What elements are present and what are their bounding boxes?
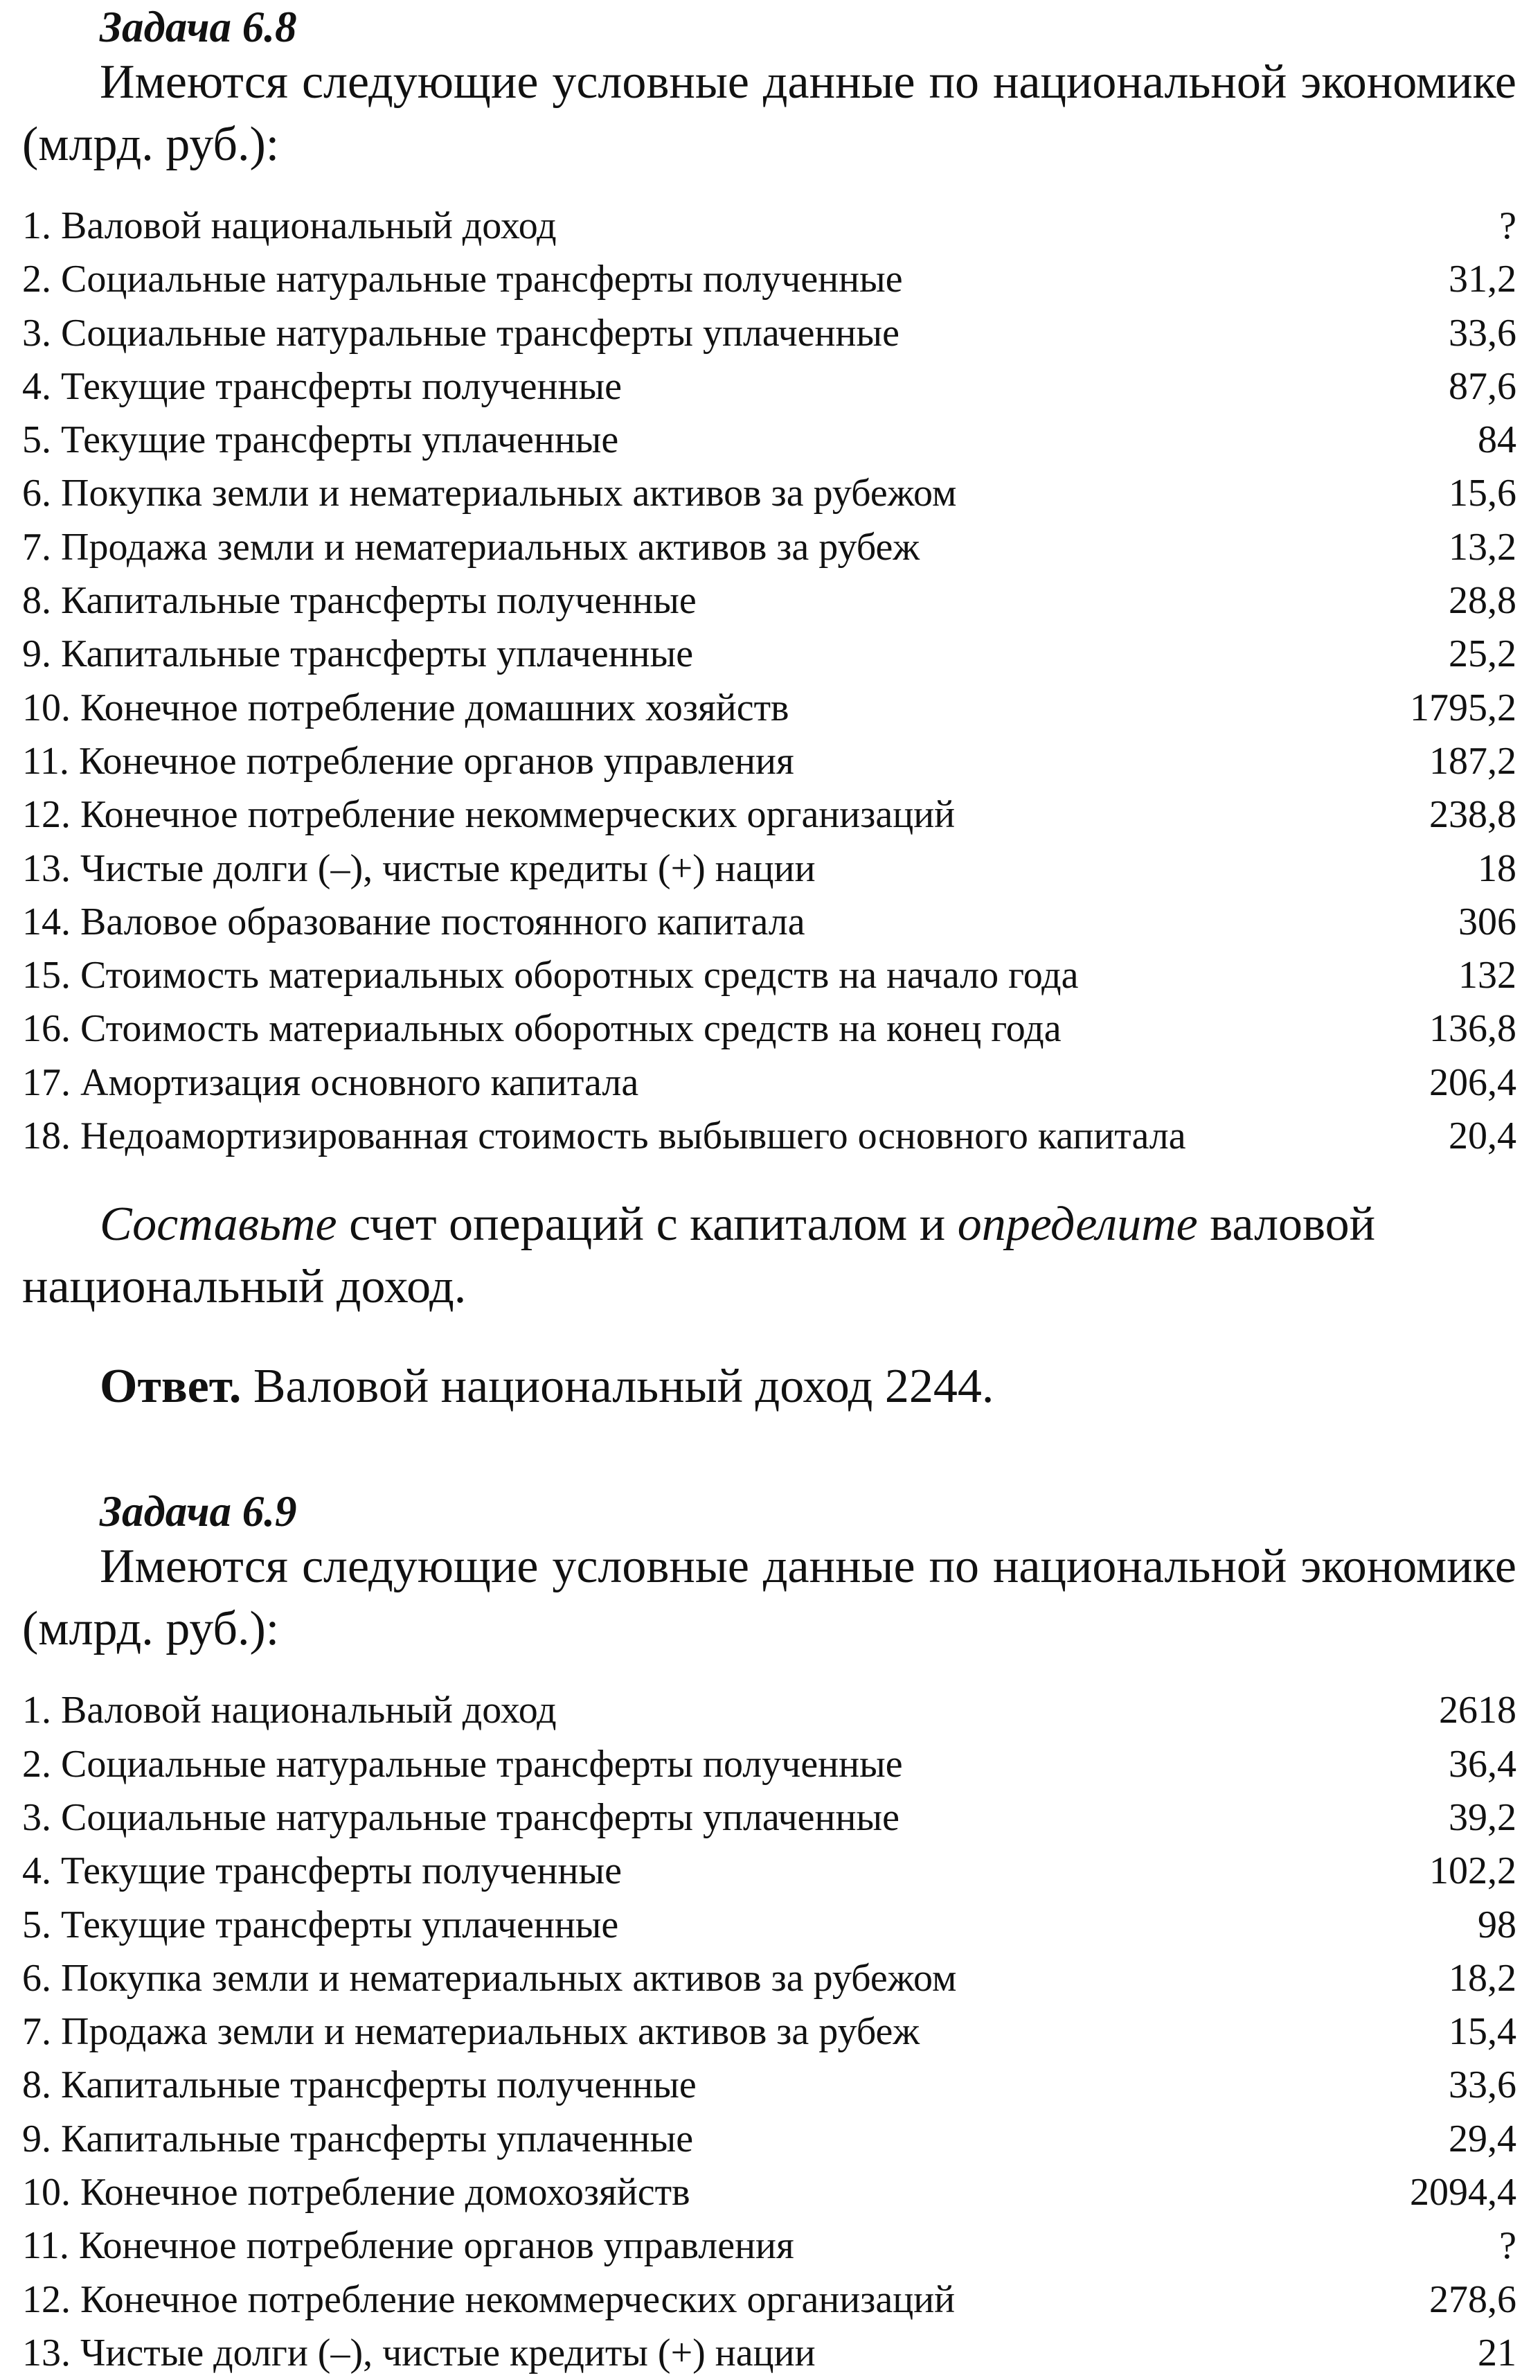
item-value: 33,6 bbox=[1449, 2063, 1516, 2107]
item-label: 10. Конечное потребление домохозяйств bbox=[22, 2171, 690, 2214]
item-label: 1. Валовой национальный доход bbox=[22, 1689, 557, 1732]
item-label: 13. Чистые долги (–), чистые кредиты (+) нации bbox=[22, 846, 816, 890]
item-label: 8. Капитальные трансферты полученные bbox=[22, 579, 697, 623]
task-6-8 bbox=[22, 0, 1516, 1418]
item-value: 102,2 bbox=[1429, 1849, 1516, 1893]
task-verb: Составьте bbox=[100, 1198, 337, 1252]
item-label: 3. Социальные натуральные трансферты уплаченные bbox=[22, 1795, 899, 1839]
item-label: 4. Текущие трансферты полученные bbox=[22, 364, 622, 408]
item-label: 3. Социальные натуральные трансферты уплаченные bbox=[22, 311, 899, 355]
item-label: 14. Валовое образование постоянного капитала bbox=[22, 900, 805, 943]
item-label: 2. Социальные натуральные трансферты полученные bbox=[22, 258, 903, 301]
task-text: счет операций с капиталом и bbox=[337, 1198, 958, 1252]
item-label: 7. Продажа земли и нематериальных активов за рубеж bbox=[22, 2010, 920, 2054]
answer bbox=[22, 1356, 1516, 1418]
list-item bbox=[22, 1684, 1516, 1737]
list-item bbox=[22, 1899, 1516, 1952]
list-item bbox=[22, 521, 1516, 574]
item-label: 11. Конечное потребление органов управления bbox=[22, 739, 794, 783]
list-item bbox=[22, 2059, 1516, 2112]
list-item bbox=[22, 735, 1516, 788]
list-item bbox=[22, 2273, 1516, 2327]
item-value: 238,8 bbox=[1429, 793, 1516, 837]
list-item bbox=[22, 628, 1516, 681]
item-label: 10. Конечное потребление домашних хозяйств bbox=[22, 686, 789, 729]
item-label: 6. Покупка земли и нематериальных активов за рубежом bbox=[22, 1956, 957, 2000]
task-intro: Имеются следующие условные данные по национальной экономике (млрд. руб.): bbox=[22, 55, 1516, 171]
list-item bbox=[22, 2005, 1516, 2059]
item-value: 1795,2 bbox=[1410, 686, 1516, 729]
item-label: 2. Социальные натуральные трансферты полученные bbox=[22, 1742, 903, 1786]
answer-label: Ответ. bbox=[100, 1360, 242, 1414]
item-value: 18,2 bbox=[1449, 1956, 1516, 2000]
task-title: Задача 6.9 bbox=[100, 1487, 297, 1536]
item-value: ? bbox=[1499, 204, 1516, 247]
item-value: 15,4 bbox=[1449, 2010, 1516, 2054]
list-item bbox=[22, 2219, 1516, 2273]
task-intro: Имеются следующие условные данные по национальной экономике (млрд. руб.): bbox=[22, 1540, 1516, 1656]
item-label: 12. Конечное потребление некоммерческих организаций bbox=[22, 2277, 956, 2321]
item-label: 5. Текущие трансферты уплаченные bbox=[22, 1903, 619, 1946]
item-value: 13,2 bbox=[1449, 525, 1516, 569]
list-item bbox=[22, 1845, 1516, 1898]
data-list bbox=[22, 199, 1516, 1163]
list-item bbox=[22, 1952, 1516, 2005]
list-item bbox=[22, 360, 1516, 414]
list-item bbox=[22, 842, 1516, 896]
item-value: 39,2 bbox=[1449, 1795, 1516, 1839]
list-item bbox=[22, 2113, 1516, 2166]
list-item bbox=[22, 788, 1516, 842]
list-item bbox=[22, 253, 1516, 306]
answer-text: Валовой национальный доход 2244. bbox=[241, 1360, 994, 1414]
item-label: 9. Капитальные трансферты уплаченные bbox=[22, 2117, 694, 2160]
item-value: ? bbox=[1499, 2224, 1516, 2268]
list-item bbox=[22, 682, 1516, 735]
item-value: 2094,4 bbox=[1410, 2171, 1516, 2214]
item-value: 20,4 bbox=[1449, 1114, 1516, 1158]
item-value: 15,6 bbox=[1449, 472, 1516, 515]
data-list bbox=[22, 1684, 1516, 2380]
item-label: 8. Капитальные трансферты полученные bbox=[22, 2063, 697, 2107]
task-text: валовой национальный доход. bbox=[22, 1198, 1376, 1314]
item-value: 36,4 bbox=[1449, 1742, 1516, 1786]
list-item bbox=[22, 2166, 1516, 2219]
list-item bbox=[22, 199, 1516, 253]
list-item bbox=[22, 949, 1516, 1002]
list-item bbox=[22, 414, 1516, 467]
task-title: Задача 6.8 bbox=[100, 3, 297, 51]
list-item bbox=[22, 307, 1516, 360]
item-value: 84 bbox=[1478, 418, 1516, 462]
item-label: 9. Капитальные трансферты уплаченные bbox=[22, 632, 694, 676]
item-value: 98 bbox=[1478, 1903, 1516, 1946]
list-item bbox=[22, 896, 1516, 949]
list-item bbox=[22, 1738, 1516, 1791]
task-6-9 bbox=[22, 1487, 1516, 2380]
item-label: 16. Стоимость материальных оборотных средств на конец года bbox=[22, 1007, 1062, 1051]
item-value: 31,2 bbox=[1449, 258, 1516, 301]
item-value: 132 bbox=[1458, 954, 1516, 997]
item-value: 25,2 bbox=[1449, 632, 1516, 676]
item-value: 29,4 bbox=[1449, 2117, 1516, 2160]
item-value: 136,8 bbox=[1429, 1007, 1516, 1051]
item-label: 5. Текущие трансферты уплаченные bbox=[22, 418, 619, 462]
item-value: 28,8 bbox=[1449, 579, 1516, 623]
list-item bbox=[22, 467, 1516, 520]
item-label: 1. Валовой национальный доход bbox=[22, 204, 557, 247]
item-value: 87,6 bbox=[1449, 364, 1516, 408]
item-label: 13. Чистые долги (–), чистые кредиты (+) нации bbox=[22, 2331, 816, 2374]
item-value: 278,6 bbox=[1429, 2277, 1516, 2321]
item-label: 15. Стоимость материальных оборотных средств на начало года bbox=[22, 954, 1079, 997]
item-label: 4. Текущие трансферты полученные bbox=[22, 1849, 622, 1893]
list-item bbox=[22, 1002, 1516, 1056]
item-value: 18 bbox=[1478, 846, 1516, 890]
item-label: 17. Амортизация основного капитала bbox=[22, 1060, 639, 1104]
item-value: 187,2 bbox=[1429, 739, 1516, 783]
item-label: 12. Конечное потребление некоммерческих организаций bbox=[22, 793, 956, 837]
item-value: 206,4 bbox=[1429, 1060, 1516, 1104]
task-verb: определите bbox=[957, 1198, 1198, 1252]
item-value: 21 bbox=[1478, 2331, 1516, 2374]
item-label: 11. Конечное потребление органов управления bbox=[22, 2224, 794, 2268]
item-label: 18. Недоамортизированная стоимость выбывшего основного капитала bbox=[22, 1114, 1186, 1158]
item-value: 33,6 bbox=[1449, 311, 1516, 355]
item-label: 6. Покупка земли и нематериальных активов за рубежом bbox=[22, 472, 957, 515]
list-item bbox=[22, 2327, 1516, 2380]
item-value: 306 bbox=[1458, 900, 1516, 943]
list-item bbox=[22, 1056, 1516, 1110]
item-value: 2618 bbox=[1439, 1689, 1516, 1732]
list-item bbox=[22, 574, 1516, 628]
list-item bbox=[22, 1791, 1516, 1845]
task-instruction bbox=[22, 1193, 1516, 1318]
item-label: 7. Продажа земли и нематериальных активов за рубеж bbox=[22, 525, 920, 569]
list-item bbox=[22, 1110, 1516, 1163]
